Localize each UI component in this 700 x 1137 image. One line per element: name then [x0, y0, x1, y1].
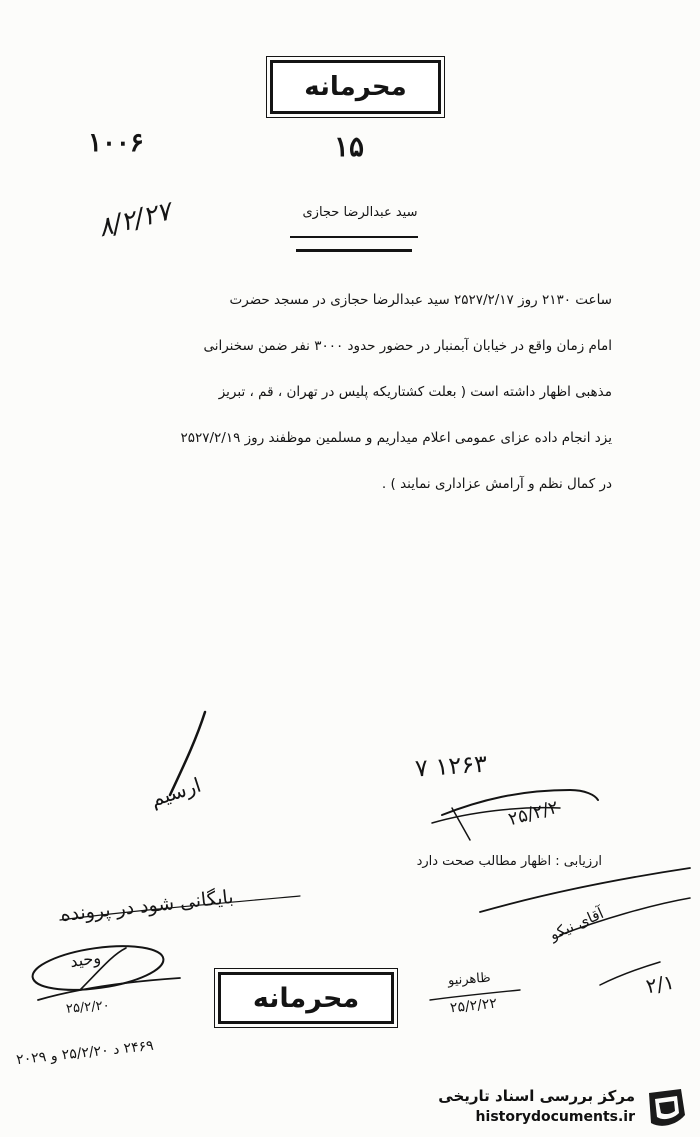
- confidential-stamp-top: محرمانه: [270, 60, 441, 114]
- subject-underline-double: [296, 249, 412, 252]
- body-line: ساعت ۲۱۳۰ روز ۲۵۲۷/۲/۱۷ سید عبدالرضا حجازی در مسجد حضرت: [229, 292, 612, 308]
- handwritten-signature-right: آقای نیکو: [546, 904, 607, 944]
- assessment-line: ارزیابی : اظهار مطالب صحت دارد: [416, 854, 602, 869]
- handwritten-signature-mid: ظاهرنیو: [447, 970, 492, 989]
- watermark[interactable]: [408, 1085, 693, 1133]
- body-line: یزد انجام داده عزای عمومی اعلام میداریم و مسلمین موظفند روز ۲۵۲۷/۲/۱۹: [180, 430, 612, 446]
- handwritten-signature-left: وحید: [68, 947, 103, 972]
- body-line: امام زمان واقع در خیابان آبمنبار در حضور حدود ۳۰۰۰ نفر ضمن سخنرانی: [203, 338, 612, 354]
- handwritten-bottom-left: ۲۴۶۹ د ۲۵/۲/۲۰ و ۲۰۲۹: [15, 1037, 155, 1069]
- body-line: مذهبی اظهار داشته است ( بعلت کشتاریکه پلیس در تهران ، قم ، تبریز: [218, 384, 612, 400]
- body-line: در کمال نظم و آرامش عزاداری نمایند ) .: [381, 476, 612, 492]
- book-shield-icon: [641, 1085, 689, 1131]
- handwritten-stroke: [452, 808, 470, 840]
- watermark-url[interactable]: historydocuments.ir: [475, 1109, 635, 1125]
- handwritten-date-top-left: ۸/۲/۲۷: [95, 196, 174, 244]
- report-body: [92, 290, 612, 520]
- handwritten-date-signature: ۲۵/۲/۲۲: [449, 995, 498, 1017]
- watermark-title: مرکز بررسی اسناد تاریخی: [438, 1087, 635, 1105]
- handwritten-arsim: ارسیم: [147, 772, 204, 812]
- handwritten-note: بایگانی شود در پرونده: [59, 885, 235, 927]
- document-number: ۱۰۰۶: [88, 128, 144, 158]
- subject-underline: [290, 236, 418, 238]
- handwritten-stroke: [480, 868, 690, 912]
- confidential-stamp-bottom: محرمانه: [218, 972, 394, 1024]
- handwritten-date-mid: ۲۵/۲/۲: [506, 796, 561, 831]
- subject-line: سید عبدالرضا حجازی: [302, 205, 418, 220]
- handwritten-reference-number: ۷ ۱۲۶۳: [414, 749, 488, 783]
- handwritten-date-right-edge: ۲/۱: [644, 969, 677, 999]
- signature-underline: [38, 978, 180, 1000]
- handwritten-date-left: ۲۵/۲/۲۰: [65, 998, 111, 1017]
- page-number: ۱۵: [334, 130, 365, 163]
